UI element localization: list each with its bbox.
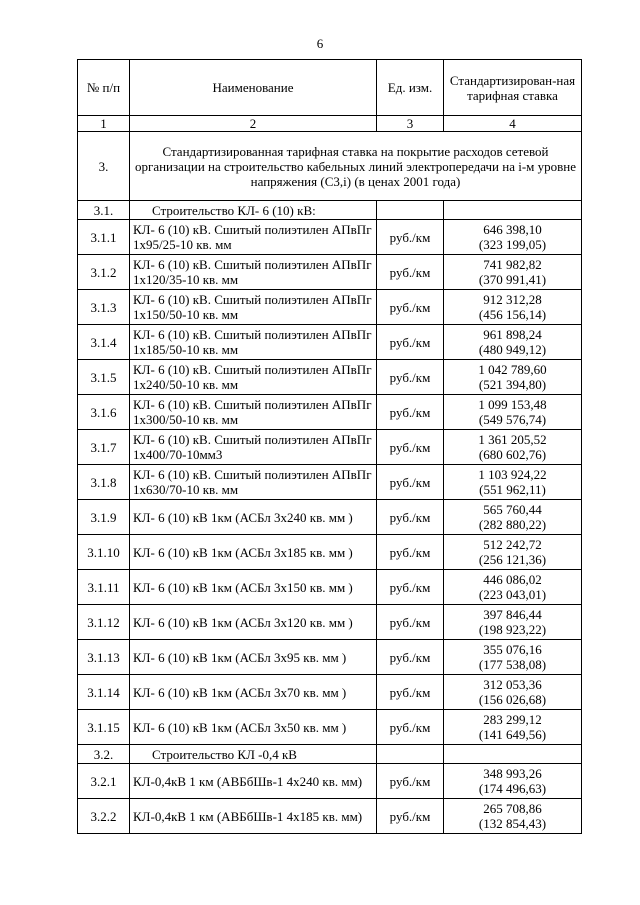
row-number: 3.1.13 xyxy=(78,640,130,675)
row-number: 3.1.2 xyxy=(78,255,130,290)
rate-value: 961 898,24 xyxy=(483,327,542,342)
row-unit: руб./км xyxy=(377,675,444,710)
rate-value: 741 982,82 xyxy=(483,257,542,272)
row-unit: руб./км xyxy=(377,570,444,605)
row-name: КЛ- 6 (10) кВ 1км (АСБл 3х95 кв. мм ) xyxy=(130,640,377,675)
row-name: КЛ- 6 (10) кВ 1км (АСБл 3х185 кв. мм ) xyxy=(130,535,377,570)
rate-value-sub: (156 026,68) xyxy=(478,692,547,707)
table-row xyxy=(78,605,582,640)
rate-value: 265 708,86 xyxy=(483,801,542,816)
table-row xyxy=(78,290,582,325)
row-rate xyxy=(444,220,582,255)
row-unit: руб./км xyxy=(377,764,444,799)
column-number: 4 xyxy=(444,116,582,132)
row-unit: руб./км xyxy=(377,605,444,640)
row-name: КЛ- 6 (10) кВ 1км (АСБл 3х120 кв. мм ) xyxy=(130,605,377,640)
rate-value-sub: (223 043,01) xyxy=(478,587,547,602)
table-row xyxy=(78,465,582,500)
row-unit: руб./км xyxy=(377,710,444,745)
row-number: 3.1.10 xyxy=(78,535,130,570)
rate-value: 646 398,10 xyxy=(483,222,542,237)
row-rate xyxy=(444,360,582,395)
empty-cell xyxy=(444,201,582,220)
header-name: Наименование xyxy=(130,60,377,116)
row-unit: руб./км xyxy=(377,535,444,570)
row-rate xyxy=(444,255,582,290)
table-row xyxy=(78,220,582,255)
row-rate xyxy=(444,605,582,640)
row-name: КЛ- 6 (10) кВ. Сшитый полиэтилен АПвПг 1х95/25-10 кв. мм xyxy=(130,220,377,255)
table-row xyxy=(78,325,582,360)
rate-value-sub: (551 962,11) xyxy=(479,482,546,497)
rate-value-sub: (174 496,63) xyxy=(478,781,547,796)
row-unit: руб./км xyxy=(377,220,444,255)
page-number: 6 xyxy=(316,36,324,51)
header-row xyxy=(78,60,582,116)
row-name: КЛ- 6 (10) кВ 1км (АСБл 3х240 кв. мм ) xyxy=(130,500,377,535)
row-rate xyxy=(444,710,582,745)
row-number: 3.1.15 xyxy=(78,710,130,745)
group-title: Строительство КЛ- 6 (10) кВ: xyxy=(130,201,377,220)
row-unit: руб./км xyxy=(377,325,444,360)
rate-value: 912 312,28 xyxy=(483,292,542,307)
row-rate xyxy=(444,325,582,360)
group-row xyxy=(78,201,582,220)
row-name: КЛ- 6 (10) кВ. Сшитый полиэтилен АПвПг 1х240/50-10 кв. мм xyxy=(130,360,377,395)
row-unit: руб./км xyxy=(377,290,444,325)
empty-cell xyxy=(377,745,444,764)
row-rate xyxy=(444,799,582,834)
section-number: 3. xyxy=(78,132,130,201)
rate-value-sub: (456 156,14) xyxy=(478,307,547,322)
rate-value: 355 076,16 xyxy=(483,642,542,657)
rate-value: 397 846,44 xyxy=(483,607,542,622)
table-row xyxy=(78,395,582,430)
row-rate xyxy=(444,570,582,605)
row-unit: руб./км xyxy=(377,255,444,290)
row-rate xyxy=(444,640,582,675)
rate-value-sub: (177 538,08) xyxy=(478,657,547,672)
table-row xyxy=(78,535,582,570)
header-rate: Стандартизирован-ная тарифная ставка xyxy=(444,60,582,116)
row-number: 3.1.14 xyxy=(78,675,130,710)
table-row xyxy=(78,675,582,710)
group-number: 3.1. xyxy=(78,201,130,220)
row-unit: руб./км xyxy=(377,360,444,395)
rate-value-sub: (323 199,05) xyxy=(478,237,547,252)
table-row xyxy=(78,360,582,395)
column-number: 1 xyxy=(78,116,130,132)
empty-cell xyxy=(377,201,444,220)
row-rate xyxy=(444,290,582,325)
header-number: № п/п xyxy=(78,60,130,116)
row-unit: руб./км xyxy=(377,799,444,834)
rate-value-sub: (680 602,76) xyxy=(478,447,547,462)
rate-value-sub: (282 880,22) xyxy=(478,517,547,532)
rate-value: 283 299,12 xyxy=(483,712,542,727)
row-number: 3.1.3 xyxy=(78,290,130,325)
row-number: 3.1.7 xyxy=(78,430,130,465)
table-row xyxy=(78,764,582,799)
rate-value-sub: (198 923,22) xyxy=(478,622,547,637)
row-number: 3.1.1 xyxy=(78,220,130,255)
rate-value: 565 760,44 xyxy=(483,502,542,517)
header-unit: Ед. изм. xyxy=(377,60,444,116)
rate-value: 512 242,72 xyxy=(483,537,542,552)
rate-value-sub: (256 121,36) xyxy=(478,552,547,567)
rate-value-sub: (132 854,43) xyxy=(478,816,547,831)
table-row xyxy=(78,430,582,465)
row-name: КЛ- 6 (10) кВ 1км (АСБл 3х70 кв. мм ) xyxy=(130,675,377,710)
row-name: КЛ-0,4кВ 1 км (АВБбШв-1 4х240 кв. мм) xyxy=(130,764,377,799)
row-rate xyxy=(444,535,582,570)
tariff-table xyxy=(77,59,582,834)
row-unit: руб./км xyxy=(377,395,444,430)
row-name: КЛ- 6 (10) кВ. Сшитый полиэтилен АПвПг 1х630/70-10 кв. мм xyxy=(130,465,377,500)
empty-cell xyxy=(444,745,582,764)
row-unit: руб./км xyxy=(377,640,444,675)
row-unit: руб./км xyxy=(377,465,444,500)
row-name: КЛ- 6 (10) кВ. Сшитый полиэтилен АПвПг 1х400/70-10мм3 xyxy=(130,430,377,465)
row-rate xyxy=(444,764,582,799)
column-number: 2 xyxy=(130,116,377,132)
table-row xyxy=(78,500,582,535)
row-rate xyxy=(444,675,582,710)
table-row xyxy=(78,570,582,605)
row-number: 3.1.6 xyxy=(78,395,130,430)
row-unit: руб./км xyxy=(377,500,444,535)
column-number: 3 xyxy=(377,116,444,132)
table-row xyxy=(78,710,582,745)
table-row xyxy=(78,799,582,834)
row-rate xyxy=(444,430,582,465)
section-title: Стандартизированная тарифная ставка на покрытие расходов сетевой организации на строительство кабельных линий электропередачи на i-м уровне напряжения (С3,i) (в ценах 2001 года) xyxy=(130,132,582,201)
rate-value-sub: (370 991,41) xyxy=(478,272,547,287)
table-row xyxy=(78,255,582,290)
row-name: КЛ- 6 (10) кВ. Сшитый полиэтилен АПвПг 1х300/50-10 кв. мм xyxy=(130,395,377,430)
row-number: 3.1.4 xyxy=(78,325,130,360)
row-rate xyxy=(444,465,582,500)
row-number: 3.2.1 xyxy=(78,764,130,799)
row-number: 3.1.5 xyxy=(78,360,130,395)
column-number-row xyxy=(78,116,582,132)
row-number: 3.2.2 xyxy=(78,799,130,834)
row-number: 3.1.8 xyxy=(78,465,130,500)
rate-value: 1 361 205,52 xyxy=(478,432,547,447)
rate-value-sub: (480 949,12) xyxy=(478,342,547,357)
row-name: КЛ- 6 (10) кВ. Сшитый полиэтилен АПвПг 1х120/35-10 кв. мм xyxy=(130,255,377,290)
rate-value: 1 042 789,60 xyxy=(478,362,547,377)
row-name: КЛ- 6 (10) кВ. Сшитый полиэтилен АПвПг 1х150/50-10 кв. мм xyxy=(130,290,377,325)
group-number: 3.2. xyxy=(78,745,130,764)
section-row xyxy=(78,132,582,201)
rate-value: 1 099 153,48 xyxy=(478,397,547,412)
row-name: КЛ-0,4кВ 1 км (АВБбШв-1 4х185 кв. мм) xyxy=(130,799,377,834)
rate-value-sub: (521 394,80) xyxy=(478,377,547,392)
row-rate xyxy=(444,395,582,430)
group-title: Строительство КЛ -0,4 кВ xyxy=(130,745,377,764)
row-number: 3.1.9 xyxy=(78,500,130,535)
row-name: КЛ- 6 (10) кВ 1км (АСБл 3х50 кв. мм ) xyxy=(130,710,377,745)
table-row xyxy=(78,640,582,675)
rate-value: 446 086,02 xyxy=(483,572,542,587)
row-rate xyxy=(444,500,582,535)
group-row xyxy=(78,745,582,764)
row-name: КЛ- 6 (10) кВ 1км (АСБл 3х150 кв. мм ) xyxy=(130,570,377,605)
row-number: 3.1.11 xyxy=(78,570,130,605)
row-number: 3.1.12 xyxy=(78,605,130,640)
rate-value-sub: (141 649,56) xyxy=(478,727,547,742)
rate-value-sub: (549 576,74) xyxy=(478,412,547,427)
rate-value: 348 993,26 xyxy=(483,766,542,781)
row-unit: руб./км xyxy=(377,430,444,465)
rate-value: 1 103 924,22 xyxy=(478,467,547,482)
rate-value: 312 053,36 xyxy=(483,677,542,692)
row-name: КЛ- 6 (10) кВ. Сшитый полиэтилен АПвПг 1х185/50-10 кв. мм xyxy=(130,325,377,360)
